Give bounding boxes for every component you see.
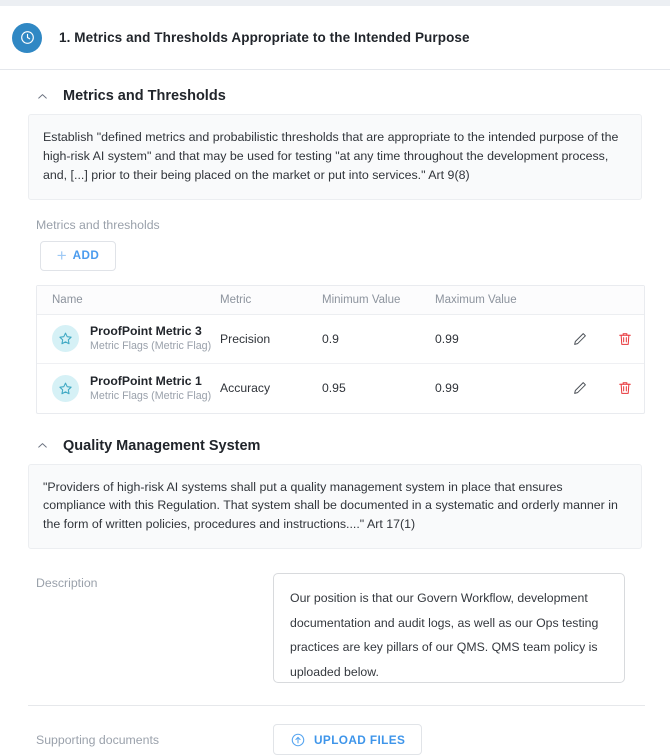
star-icon xyxy=(52,325,79,352)
metric-subtitle: Metric Flags (Metric Flag) xyxy=(90,340,212,353)
regulation-quote-metrics: Establish "defined metrics and probabilistic thresholds that are appropriate to the intended purpose of the high-risk AI system" and that may be used for testing "at any time throughout the development process, and, [...] prior to their being placed on the market or put into services." Art 9(8) xyxy=(28,114,642,200)
metric-name-block xyxy=(90,374,211,403)
metric-name: ProofPoint Metric 3 xyxy=(90,324,202,339)
supporting-documents-row xyxy=(0,706,670,755)
metric-minimum-value: 0.95 xyxy=(322,381,346,396)
star-icon xyxy=(52,375,79,402)
plus-icon: + xyxy=(56,246,67,266)
pencil-icon[interactable] xyxy=(570,329,589,349)
metric-name-block xyxy=(90,324,211,353)
upload-files-button[interactable] xyxy=(273,724,422,755)
table-row[interactable] xyxy=(37,364,644,413)
trash-icon[interactable] xyxy=(615,329,634,349)
metrics-field-label: Metrics and thresholds xyxy=(36,217,160,232)
section-title-qms: Quality Management System xyxy=(63,437,261,454)
metric-type: Precision xyxy=(220,331,271,346)
page-header xyxy=(0,6,670,70)
description-label: Description xyxy=(36,576,98,591)
add-button-label: ADD xyxy=(72,249,100,263)
metric-name-cell xyxy=(37,374,220,403)
row-actions xyxy=(570,329,648,349)
section-header-metrics[interactable] xyxy=(0,70,670,114)
description-input[interactable] xyxy=(273,573,625,683)
add-metric-button[interactable] xyxy=(40,241,116,271)
upload-circle-icon xyxy=(290,732,306,748)
table-row[interactable] xyxy=(37,315,644,364)
trash-icon[interactable] xyxy=(615,378,634,398)
column-header-name: Name xyxy=(52,293,83,306)
description-row xyxy=(0,549,670,683)
section-header-qms[interactable] xyxy=(0,414,670,464)
page-title: 1. Metrics and Thresholds Appropriate to the Intended Purpose xyxy=(59,30,470,45)
metric-name: ProofPoint Metric 1 xyxy=(90,373,202,388)
column-header-maximum: Maximum Value xyxy=(435,293,517,306)
chevron-up-icon[interactable] xyxy=(36,439,49,452)
column-header-minimum: Minimum Value xyxy=(322,293,401,306)
chevron-up-icon[interactable] xyxy=(36,90,49,103)
metric-type: Accuracy xyxy=(220,381,271,396)
metric-maximum-value: 0.99 xyxy=(435,381,459,396)
column-header-metric: Metric xyxy=(220,293,252,306)
metric-name-cell xyxy=(37,324,220,353)
row-actions xyxy=(570,378,648,398)
metric-minimum-value: 0.9 xyxy=(322,331,339,346)
pencil-icon[interactable] xyxy=(570,378,589,398)
table-header-row xyxy=(37,286,644,315)
requirement-card xyxy=(0,6,670,755)
upload-files-label: UPLOAD FILES xyxy=(314,732,406,747)
metrics-table xyxy=(36,285,645,414)
supporting-documents-label: Supporting documents xyxy=(36,732,160,747)
metric-maximum-value: 0.99 xyxy=(435,331,459,346)
regulation-quote-qms: "Providers of high-risk AI systems shall put a quality management system in place that ensures compliance with this Regulation. That system shall be documented in a systematic and orderly manner in the form of written policies, procedures and instructions...." Art 17(1) xyxy=(28,464,642,550)
section-title-metrics: Metrics and Thresholds xyxy=(63,88,226,104)
clock-icon xyxy=(12,23,42,53)
metric-subtitle: Metric Flags (Metric Flag) xyxy=(90,389,212,402)
